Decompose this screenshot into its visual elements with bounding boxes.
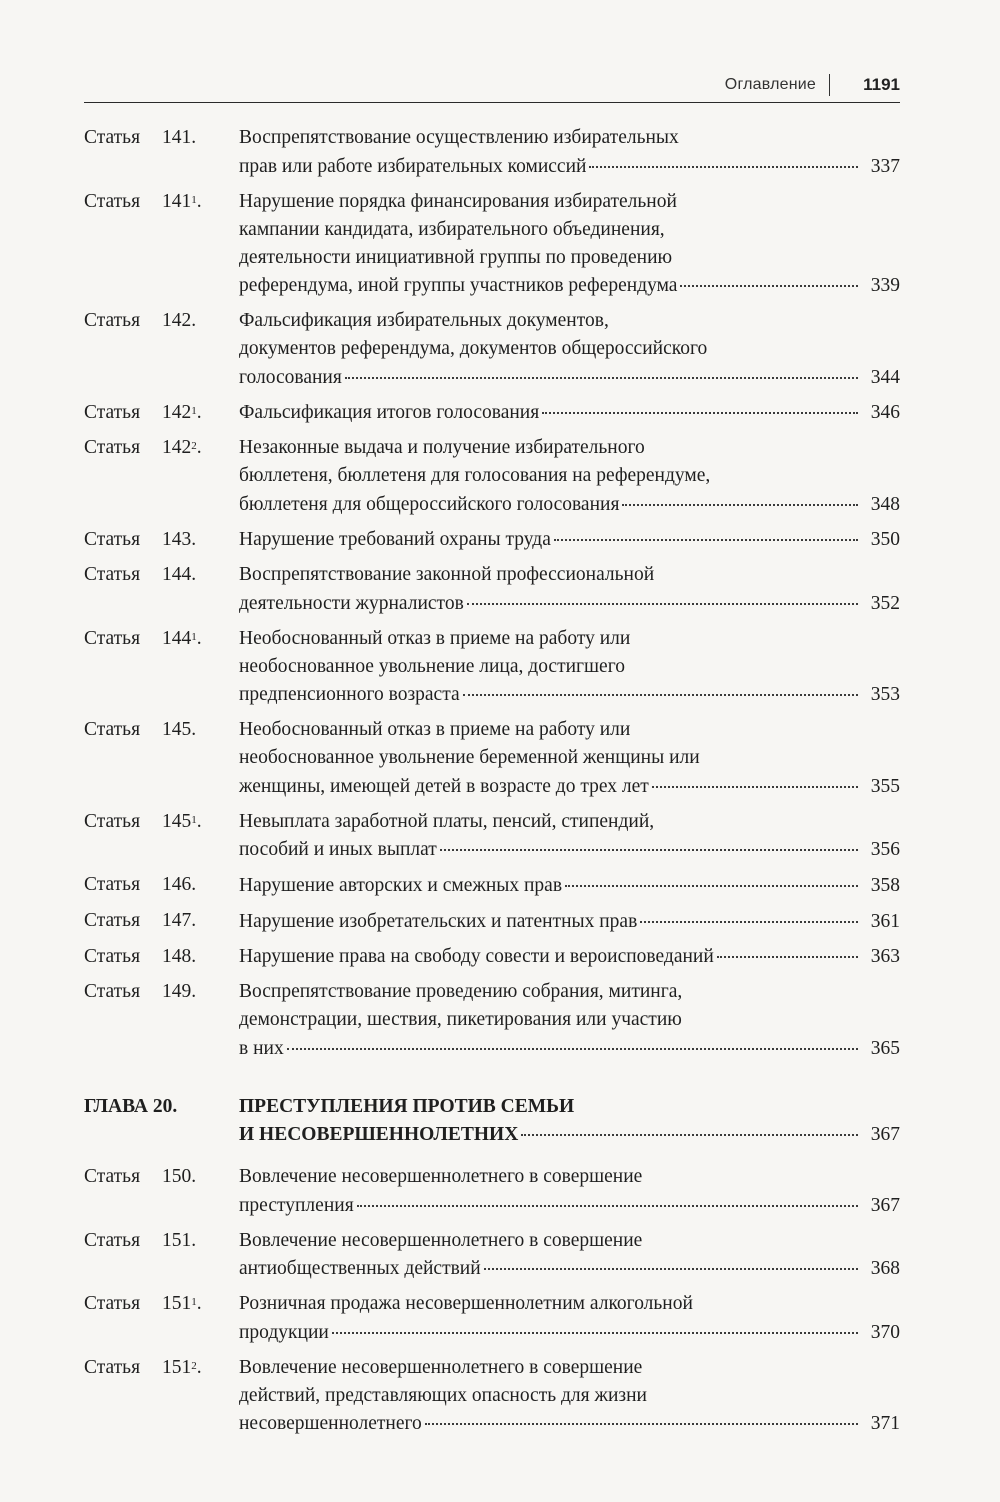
entry-title <box>239 625 900 710</box>
article-label: Статья 147. <box>84 907 196 935</box>
title-line: Фальсификация избирательных документов, <box>239 310 609 332</box>
label-word: Статья <box>84 564 141 586</box>
dot-leader <box>357 1187 858 1207</box>
entry-title <box>239 1227 900 1284</box>
label-number: 143 <box>162 528 192 550</box>
title-line <box>239 363 900 392</box>
entry-page-number: 352 <box>870 592 900 614</box>
title-line: ПРЕСТУПЛЕНИЯ ПРОТИВ СЕМЬИ <box>239 1095 575 1117</box>
label-number: 145 <box>162 719 192 741</box>
label-number: 144 <box>162 564 192 586</box>
toc-article-entry[interactable] <box>84 1163 900 1220</box>
title-line <box>239 152 900 181</box>
title-line-text: в них <box>239 1037 284 1059</box>
toc-article-entry[interactable] <box>84 124 900 181</box>
label-word: Статья <box>84 127 141 148</box>
entry-page-number: 350 <box>870 529 900 551</box>
toc-article-entry[interactable] <box>84 1354 900 1439</box>
entry-title <box>239 124 900 181</box>
toc-article-entry[interactable] <box>84 871 900 900</box>
title-line-text: Нарушение права на свободу совести и вероисповеданий <box>239 946 714 968</box>
title-line <box>239 589 900 618</box>
label-word: Статья <box>84 190 141 212</box>
dot-leader <box>425 1406 858 1426</box>
article-label: Статья 150. <box>84 1163 196 1191</box>
title-line-text: И НЕСОВЕРШЕННОЛЕТНИХ <box>239 1124 519 1146</box>
title-line-text: референдума, иной группы участников референдума <box>239 275 678 297</box>
article-label: Статья 146. <box>84 871 196 899</box>
title-line <box>239 836 900 865</box>
title-line-text: бюллетеня для общероссийского голосования <box>239 493 620 515</box>
article-label: Статья 149. <box>84 978 196 1006</box>
entry-page-number: 337 <box>870 155 900 177</box>
dot-leader <box>440 832 858 852</box>
toc-article-entry[interactable] <box>84 978 900 1063</box>
entry-page-number: 370 <box>870 1321 900 1343</box>
dot-leader <box>717 939 858 959</box>
toc-article-entry[interactable] <box>84 307 900 392</box>
entry-page-number: 344 <box>870 366 900 388</box>
label-number: 142 <box>162 437 192 459</box>
title-line-text: женщины, имеющей детей в возрасте до трех лет <box>239 775 649 797</box>
label-number: 141 <box>162 190 192 212</box>
dot-leader <box>345 359 858 379</box>
entry-title <box>239 434 900 519</box>
label-word: Статья <box>84 1229 141 1251</box>
title-line: Воспрепятствование осуществлению избирательных <box>239 127 679 148</box>
article-label: Статья $145^1$. <box>84 808 202 836</box>
title-line <box>239 526 900 555</box>
label-word: Статья <box>84 719 141 741</box>
label-word: ГЛАВА <box>84 1095 148 1117</box>
title-line: Вовлечение несовершеннолетнего в совершение <box>239 1229 643 1251</box>
title-line: бюллетеня, бюллетеня для голосования на референдуме, <box>239 465 711 487</box>
title-line <box>239 272 900 301</box>
label-word: Статья <box>84 1166 141 1188</box>
entry-page-number: 358 <box>870 875 900 897</box>
dot-leader <box>542 395 858 415</box>
title-line: Вовлечение несовершеннолетнего в совершение <box>239 1166 643 1188</box>
title-line <box>239 943 900 972</box>
dot-leader <box>467 585 858 605</box>
article-label: Статья $151^2$. <box>84 1354 202 1382</box>
label-superscript: 1 <box>191 630 197 643</box>
label-number: 20 <box>147 1095 173 1117</box>
toc-article-entry[interactable] <box>84 907 900 936</box>
label-number: 151 <box>162 1356 192 1378</box>
entry-page-number: 361 <box>870 910 900 932</box>
entry-page-number: 339 <box>870 275 900 297</box>
toc-article-entry[interactable] <box>84 526 900 555</box>
label-word: Статья <box>84 810 141 832</box>
label-word: Статья <box>84 1356 141 1378</box>
title-line: Воспрепятствование законной профессиональной <box>239 564 655 586</box>
toc-chapter-entry[interactable] <box>84 1093 900 1150</box>
entry-page-number: 367 <box>870 1194 900 1216</box>
article-label: Статья $151^1$. <box>84 1290 202 1318</box>
title-line <box>239 1410 900 1439</box>
title-line-text: Нарушение изобретательских и патентных прав <box>239 910 638 932</box>
title-line <box>239 1121 900 1150</box>
article-label: Статья 151. <box>84 1227 196 1255</box>
toc-article-entry[interactable] <box>84 434 900 519</box>
dot-leader <box>565 867 858 887</box>
entry-title <box>239 1093 900 1150</box>
table-of-contents <box>84 124 900 1445</box>
title-line-text: пособий и иных выплат <box>239 839 437 861</box>
label-number: 144 <box>162 627 192 649</box>
label-number: 141 <box>162 127 192 148</box>
chapter-label: ГЛАВА 20. <box>84 1093 177 1121</box>
label-number: 151 <box>162 1229 192 1251</box>
header-divider <box>829 74 831 96</box>
title-line-text: антиобщественных действий <box>239 1258 481 1280</box>
title-line <box>239 907 900 936</box>
dot-leader <box>554 522 858 542</box>
label-word: Статья <box>84 627 141 649</box>
entry-page-number: 371 <box>870 1413 900 1435</box>
title-line-text: несовершеннолетнего <box>239 1413 422 1435</box>
label-number: 150 <box>162 1166 192 1188</box>
title-line <box>239 1034 900 1063</box>
dot-leader <box>622 486 858 506</box>
label-word: Статья <box>84 910 141 932</box>
page-number: 1191 <box>863 75 900 94</box>
title-line: Необоснованный отказ в приеме на работу или <box>239 719 631 741</box>
entry-title <box>239 943 900 972</box>
title-line: кампании кандидата, избирательного объединения, <box>239 218 665 240</box>
article-label: Статья 141. <box>84 124 196 152</box>
dot-leader <box>521 1117 858 1137</box>
dot-leader <box>287 1030 858 1050</box>
label-word: Статья <box>84 945 141 967</box>
section-title: Оглавление <box>724 76 816 93</box>
title-line <box>239 1318 900 1347</box>
label-number: 147 <box>162 910 192 932</box>
title-line: Нарушение порядка финансирования избирательной <box>239 190 677 212</box>
toc-article-entry[interactable] <box>84 188 900 301</box>
label-superscript: 1 <box>191 1296 197 1309</box>
title-line: Вовлечение несовершеннолетнего в совершение <box>239 1356 643 1378</box>
entry-page-number: 353 <box>870 684 900 706</box>
title-line: Воспрепятствование проведению собрания, митинга, <box>239 981 683 1003</box>
entry-title <box>239 978 900 1063</box>
label-word: Статья <box>84 401 141 423</box>
dot-leader <box>640 903 858 923</box>
entry-title <box>239 1163 900 1220</box>
title-line-text: продукции <box>239 1321 329 1343</box>
entry-page-number: 355 <box>870 775 900 797</box>
article-label: Статья 148. <box>84 943 196 971</box>
title-line: демонстрации, шествия, пикетирования или участию <box>239 1009 682 1031</box>
label-word: Статья <box>84 981 141 1003</box>
title-line <box>239 1191 900 1220</box>
title-line <box>239 681 900 710</box>
toc-article-entry[interactable] <box>84 561 900 618</box>
title-line-text: предпенсионного возраста <box>239 684 460 706</box>
title-line-text: деятельности журналистов <box>239 592 464 614</box>
entry-title <box>239 561 900 618</box>
entry-page-number: 363 <box>870 946 900 968</box>
title-line-text: прав или работе избирательных комиссий <box>239 155 587 177</box>
entry-page-number: 368 <box>870 1258 900 1280</box>
entry-title <box>239 907 900 936</box>
label-word: Статья <box>84 437 141 459</box>
label-number: 142 <box>162 401 192 423</box>
label-number: 149 <box>162 981 192 1003</box>
toc-article-entry[interactable] <box>84 1290 900 1347</box>
dot-leader <box>463 677 858 697</box>
title-line-text: преступления <box>239 1194 354 1216</box>
article-label: Статья $142^1$. <box>84 399 202 427</box>
article-label: Статья 145. <box>84 716 196 744</box>
title-line <box>239 772 900 801</box>
entry-page-number: 348 <box>870 493 900 515</box>
label-number: 148 <box>162 945 192 967</box>
title-line: Необоснованный отказ в приеме на работу или <box>239 627 631 649</box>
title-line-text: Фальсификация итогов голосования <box>239 402 540 424</box>
toc-article-entry[interactable] <box>84 943 900 972</box>
entry-page-number: 365 <box>870 1037 900 1059</box>
label-word: Статья <box>84 528 141 550</box>
title-line: Розничная продажа несовершеннолетним алкогольной <box>239 1293 693 1315</box>
article-label: Статья $144^1$. <box>84 625 202 653</box>
article-label: Статья $141^1$. <box>84 188 202 216</box>
article-label: Статья 142. <box>84 307 196 335</box>
label-word: Статья <box>84 1293 141 1315</box>
dot-leader <box>332 1314 858 1334</box>
title-line: деятельности инициативной группы по проведению <box>239 246 673 268</box>
dot-leader <box>680 268 858 288</box>
label-superscript: 1 <box>191 193 197 206</box>
label-superscript: 2 <box>191 440 197 453</box>
label-number: 145 <box>162 810 192 832</box>
entry-title <box>239 1354 900 1439</box>
article-label: Статья $142^2$. <box>84 434 202 462</box>
toc-article-entry[interactable] <box>84 716 900 801</box>
entry-page-number: 346 <box>870 402 900 424</box>
entry-page-number: 367 <box>870 1124 900 1146</box>
title-line-text: голосования <box>239 366 342 388</box>
title-line-text: Нарушение требований охраны труда <box>239 529 551 551</box>
title-line-text: Нарушение авторских и смежных прав <box>239 875 563 897</box>
label-word: Статья <box>84 874 141 896</box>
label-superscript: 2 <box>191 1359 197 1372</box>
entry-title <box>239 871 900 900</box>
title-line <box>239 1255 900 1284</box>
title-line <box>239 490 900 519</box>
label-number: 146 <box>162 874 192 896</box>
article-label: Статья 143. <box>84 526 196 554</box>
title-line: Невыплата заработной платы, пенсий, стипендий, <box>239 810 655 832</box>
entry-title <box>239 307 900 392</box>
toc-article-entry[interactable] <box>84 625 900 710</box>
entry-title <box>239 399 900 428</box>
dot-leader <box>652 768 858 788</box>
title-line: документов референдума, документов общероссийского <box>239 338 708 360</box>
entry-title <box>239 188 900 301</box>
title-line <box>239 871 900 900</box>
label-number: 151 <box>162 1293 192 1315</box>
entry-title <box>239 808 900 865</box>
dot-leader <box>484 1251 858 1271</box>
label-superscript: 1 <box>191 404 197 417</box>
toc-article-entry[interactable] <box>84 399 900 428</box>
title-line <box>239 399 900 428</box>
toc-article-entry[interactable] <box>84 808 900 865</box>
label-superscript: 1 <box>191 813 197 826</box>
entry-title <box>239 1290 900 1347</box>
entry-page-number: 356 <box>870 839 900 861</box>
title-line: необоснованное увольнение беременной женщины или <box>239 747 700 769</box>
title-line: необоснованное увольнение лица, достигшего <box>239 655 625 677</box>
article-label: Статья 144. <box>84 561 196 589</box>
label-word: Статья <box>84 310 141 332</box>
running-header <box>84 74 900 103</box>
entry-title <box>239 716 900 801</box>
toc-article-entry[interactable] <box>84 1227 900 1284</box>
label-number: 142 <box>162 310 192 332</box>
entry-title <box>239 526 900 555</box>
title-line: Незаконные выдача и получение избирательного <box>239 437 645 459</box>
title-line: действий, представляющих опасность для жизни <box>239 1384 647 1406</box>
dot-leader <box>589 148 858 168</box>
